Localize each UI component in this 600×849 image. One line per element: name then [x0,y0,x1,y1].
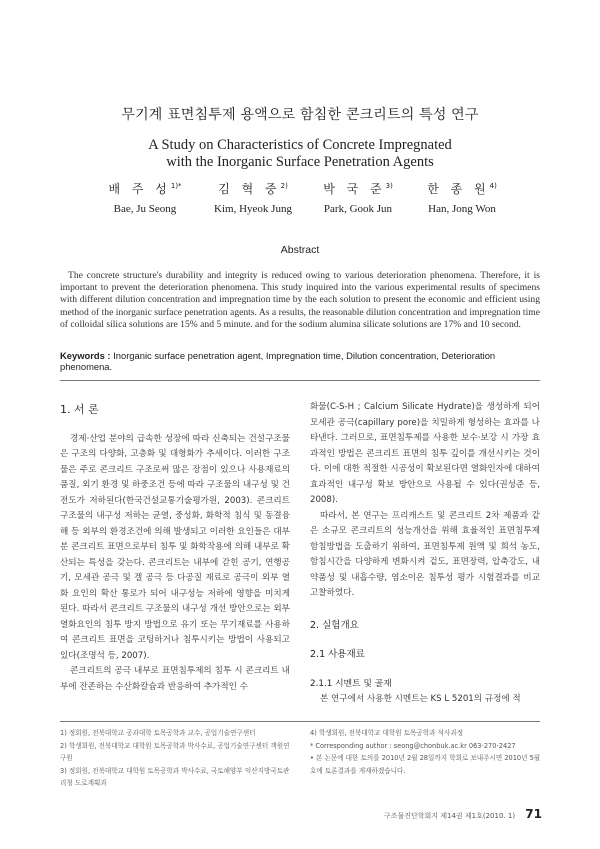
author-name-en: Bae, Ju Seong [113,203,177,215]
author-name-ko: 김 혁 중 [218,182,281,196]
journal-citation: 구조물진단학회지 제14권 제1호(2010. 1) [383,812,516,820]
author-name-en: Han, Jong Won [428,203,496,215]
author-affil-mark: 2) [280,182,288,190]
subsection-2-1-heading: 2.1 사용재료 [310,649,365,660]
title-korean: 무기계 표면침투제 용액으로 함침한 콘크리트의 특성 연구 [121,107,479,123]
header-divider [60,380,540,381]
subsection-2-1-1-heading: 2.1.1 시멘트 및 골재 [310,678,392,689]
author-name-ko: 배 주 성 [108,182,171,196]
author-4 [397,180,527,215]
title-english-line2: with the Inorganic Surface Penetration Agents [166,154,434,170]
keywords [60,350,540,372]
author-affil-mark: 1)* [170,182,182,190]
footnote-divider [60,721,540,722]
abstract-heading: Abstract [280,244,320,256]
footnote: • 본 논문에 대한 토의를 2010년 2월 28일까지 학회로 보내주시면 2010년 5월호에 토론결과를 게재하겠습니다. [310,754,541,775]
title-english [0,137,600,171]
keywords-text: Inorganic surface penetration agent, Impregnation time, Dilution concentration, Deterioration phenomena. [60,350,496,372]
page-footer [384,807,542,821]
footnote: 4) 학생회원, 전북대학교 대학원 토목공학과 석사과정 [310,729,464,737]
author-affil-mark: 4) [489,182,497,190]
body-paragraph: 따라서, 본 연구는 프리캐스트 및 콘크리트 2차 제품과 같은 소규모 콘크리트의 성능개선을 위해 효율적인 표면침투제 함침방법을 도출하기 위하여, 표면침투제 원액 및 희석 농도, 함침시간을 다양하게 변화시켜 겉도, 표면장력, 압축강도, 내약품성 및 내흡수량, 염소이온 침투성 평가 시험결과를 비교 고찰하였다. [310,510,540,598]
body-paragraph: 경제·산업 분야의 급속한 성장에 따라 신축되는 건설구조물은 구조의 다양화, 고층화 및 대형화가 추세이다. 이러한 구조물은 주로 콘크리트 구조로써 많은 장점이 있으나 사용재료의 품질, 외기 환경 및 하중조건 등에 따라 구조물의 내구성 및 건전도가 저하된다(한국건설교통기술평가원, 2003). 콘크리트 구조물의 내구성 저하는 균열, 중성화, 화학적 침식 및 동결융해 등 외부의 환경조건에 의해 발생되고 이러한 요인들은 대부분 콘크리트 표면으로부터 침투 및 화학작용에 의해 내부로 확산되는 특성을 갖는다. 콘크리트는 내부에 갇힌 공기, 연행공기, 모세관 공극 및 겔 공극 등 다공질 재료로 공극이 외부 열화 요인의 확산 통로가 되어 내구성능 저하에 영향을 미치게 된다. 따라서 콘크리트 구조물의 내구성 개선 방안으로는 외부 열화요인의 침투 방지 방법으로 유기 또는 무기재료를 사용하여 콘크리트 표면을 코팅하거나 침투시키는 방법이 사용되고 있다(조명석 등, 2007). [60,433,290,661]
author-name-en: Park, Gook Jun [323,203,393,215]
right-column [310,400,540,708]
abstract-text: The concrete structure's durability and integrity is reduced owing to various deterioration phenomena. Therefore, it is important to prevent the deterioration phenomena. This study inquired into the various experimental results of specimens with different dilution concentration and impregnation time by the each solution to present the economic and efficient using method of the inorganic surface penetration agents. As a results, the reasonable dilution concentration and impregnation time of colloidal silica solutions are 15% and 5 minute. and for the sodium alumina silicate solutions are 17% and 10 second. [60,270,540,330]
body-paragraph: 콘크리트의 공극 내부로 표면침투제의 침투 시 콘크리트 내부에 잔존하는 수산화칼슘과 반응하여 추가적인 수 [60,666,290,692]
page-number: 71 [525,807,542,821]
body-paragraph: 화물(C-S-H ; Calcium Silicate Hydrate)을 생성하게 되어 모세관 공극(capillary pore)을 치밀하게 형성하는 효과를 나타낸다. 그러므로, 표면침투제를 사용한 보수·보강 시 가장 효과적인 방법은 콘크리트 표면의 침투 깊이를 개선시키는 것이다. 이에 대한 적절한 시공성이 확보된다면 열화인자에 대하여 효과적인 내구성 확보 방안으로 사용될 수 있다(권성준 등, 2008). [310,402,540,505]
footnote: * Corresponding author : seong@chonbuk.ac.kr 063-270-2427 [310,741,516,750]
title-english-line1: A Study on Characteristics of Concrete Impregnated [148,137,452,153]
footnote: 3) 정회원, 전북대학교 대학원 토목공학과 박사수료, 국토해양부 익산지방국토관리청 도로계획과 [60,766,290,787]
keywords-label: Keywords : [60,350,111,361]
author-name-ko: 한 종 원 [427,182,490,196]
author-name-en: Kim, Hyeok Jung [214,203,292,215]
footnote: 2) 학생회원, 전북대학교 대학원 토목공학과 박사수료, 공업기술연구센터 객원연구원 [60,741,290,762]
footnote: 1) 정회원, 전북대학교 공과대학 토목공학과 교수, 공업기술연구센터 [60,729,256,737]
footnotes-left [60,727,295,790]
body-paragraph: 본 연구에서 사용한 시멘트는 KS L 5201의 규정에 적 [320,694,521,704]
footnotes-right [310,727,542,777]
author-affil-mark: 3) [385,182,393,190]
author-name-ko: 박 국 준 [323,182,386,196]
section-2-heading: 2. 실험개요 [310,619,359,631]
section-1-heading: 1. 서 론 [60,403,99,416]
left-column [60,400,290,695]
